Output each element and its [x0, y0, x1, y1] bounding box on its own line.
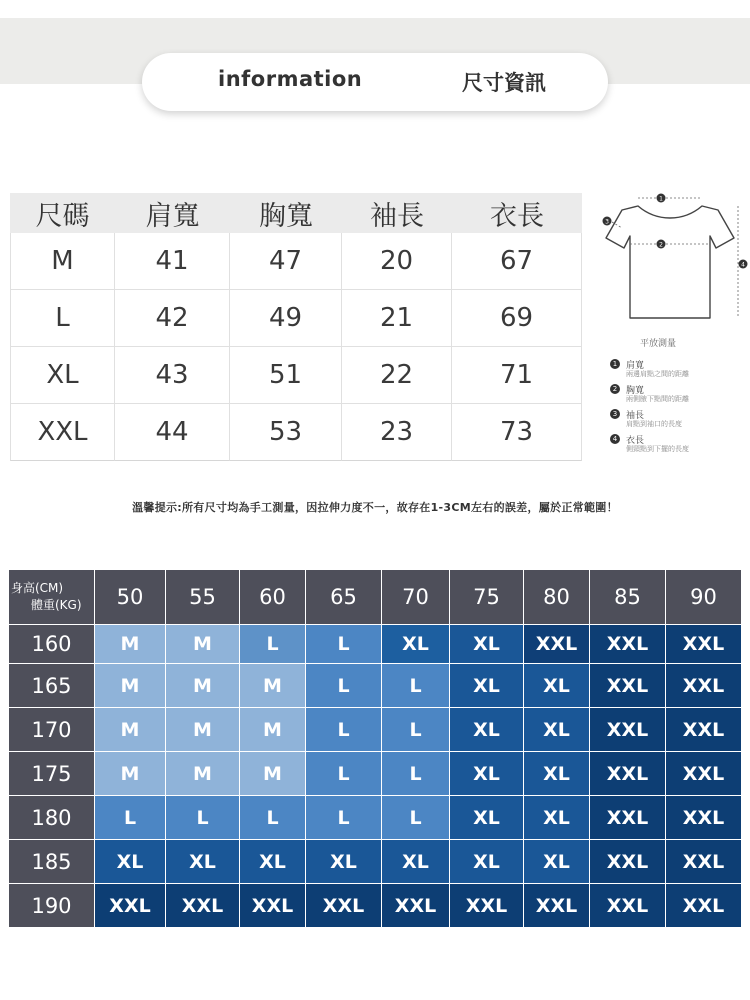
recommended-size-cell: XL [450, 752, 524, 796]
recommended-size-cell: XXL [666, 752, 742, 796]
height-label-cell: 180 [9, 796, 95, 840]
recommended-size-cell: L [306, 752, 382, 796]
size-cell: XL [10, 347, 115, 404]
measurement-diagram [598, 192, 748, 472]
legend-item [610, 358, 746, 383]
recommended-size-cell: XXL [590, 796, 666, 840]
recommended-size-cell: M [240, 664, 306, 708]
height-row [9, 708, 742, 752]
legend-number: 3 [610, 409, 620, 419]
recommended-size-cell: XL [524, 796, 590, 840]
recommended-size-cell: XXL [666, 840, 742, 884]
recommended-size-cell: XL [524, 840, 590, 884]
shoulder-cell: 43 [115, 347, 230, 404]
weight-header-cell: 65 [306, 570, 382, 625]
recommended-size-cell: L [306, 708, 382, 752]
size-header-size: 尺碼 [10, 193, 115, 233]
legend-title: 袖長 [626, 411, 645, 421]
recommended-size-cell: L [166, 796, 240, 840]
weight-header-cell: 75 [450, 570, 524, 625]
recommended-size-cell: L [382, 752, 450, 796]
height-row [9, 752, 742, 796]
corner-height-label: 身高(CM) [11, 581, 64, 595]
recommended-size-cell: XL [524, 664, 590, 708]
diagram-marker-3: 3 [605, 218, 609, 226]
section-title-zh: 尺寸資訊 [462, 71, 546, 95]
recommended-size-cell: XL [450, 796, 524, 840]
size-cell: L [10, 290, 115, 347]
section-title-en: information [218, 67, 363, 91]
recommended-size-cell: XXL [666, 796, 742, 840]
legend-number: 1 [610, 359, 620, 369]
chart-corner-label [9, 570, 95, 625]
recommended-size-cell: M [95, 625, 166, 664]
recommended-size-cell: M [240, 752, 306, 796]
recommended-size-cell: XXL [95, 884, 166, 928]
size-table-row [10, 233, 582, 290]
recommended-size-cell: XL [524, 752, 590, 796]
measurement-notice: 溫馨提示:所有尺寸均為手工測量，因拉伸力度不一，故存在1-3CM左右的誤差，屬於正常範圍！ [132, 501, 618, 514]
recommended-size-cell: M [166, 708, 240, 752]
legend-item [610, 408, 746, 433]
recommended-size-cell: L [306, 625, 382, 664]
recommended-size-cell: XXL [590, 664, 666, 708]
recommended-size-cell: XL [450, 625, 524, 664]
chest-cell: 53 [230, 404, 342, 461]
corner-weight-label: 體重(KG) [31, 598, 82, 612]
height-row [9, 796, 742, 840]
size-table-row [10, 404, 582, 461]
legend-title: 肩寬 [626, 361, 645, 371]
recommended-size-cell: L [240, 796, 306, 840]
legend-description: 肩點到袖口的長度 [626, 420, 682, 428]
weight-header-cell: 80 [524, 570, 590, 625]
legend-item [610, 383, 746, 408]
legend-item [610, 433, 746, 458]
height-label-cell: 160 [9, 625, 95, 664]
recommended-size-cell: XXL [166, 884, 240, 928]
sleeve-cell: 21 [342, 290, 452, 347]
recommended-size-cell: XXL [524, 884, 590, 928]
size-recommendation-chart [8, 569, 742, 928]
weight-header-row [9, 570, 742, 625]
chest-cell: 51 [230, 347, 342, 404]
recommended-size-cell: M [166, 664, 240, 708]
legend-number: 4 [610, 434, 620, 444]
length-cell: 67 [452, 233, 582, 290]
recommended-size-cell: L [306, 796, 382, 840]
size-header-sleeve: 袖長 [342, 193, 452, 233]
size-table-header-row [10, 193, 582, 233]
weight-header-cell: 85 [590, 570, 666, 625]
height-label-cell: 185 [9, 840, 95, 884]
size-header-shoulder: 肩寬 [115, 193, 230, 233]
weight-header-cell: 55 [166, 570, 240, 625]
recommended-size-cell: M [240, 708, 306, 752]
diagram-marker-2: 2 [659, 241, 663, 249]
recommended-size-cell: M [95, 708, 166, 752]
recommended-size-cell: L [240, 625, 306, 664]
recommended-size-cell: XXL [524, 625, 590, 664]
size-cell: XXL [10, 404, 115, 461]
diagram-caption: 平放測量 [640, 339, 677, 349]
size-header-chest: 胸寬 [230, 193, 342, 233]
recommended-size-cell: XXL [450, 884, 524, 928]
weight-header-cell: 50 [95, 570, 166, 625]
recommended-size-cell: M [95, 752, 166, 796]
recommended-size-cell: XL [524, 708, 590, 752]
recommended-size-cell: XXL [590, 840, 666, 884]
recommended-size-cell: L [382, 796, 450, 840]
recommended-size-cell: XL [450, 840, 524, 884]
recommended-size-cell: XL [450, 664, 524, 708]
height-label-cell: 175 [9, 752, 95, 796]
recommended-size-cell: XXL [590, 708, 666, 752]
recommended-size-cell: XL [240, 840, 306, 884]
size-table [10, 193, 582, 461]
recommended-size-cell: XXL [666, 884, 742, 928]
recommended-size-cell: L [306, 664, 382, 708]
height-row [9, 840, 742, 884]
recommended-size-cell: XXL [240, 884, 306, 928]
length-cell: 73 [452, 404, 582, 461]
diagram-marker-1: 1 [659, 195, 663, 203]
recommended-size-cell: XXL [666, 625, 742, 664]
legend-number: 2 [610, 384, 620, 394]
legend-description: 側頸點到下擺的長度 [626, 445, 689, 453]
weight-header-cell: 60 [240, 570, 306, 625]
sleeve-cell: 23 [342, 404, 452, 461]
height-label-cell: 190 [9, 884, 95, 928]
diagram-marker-4: 4 [741, 261, 745, 269]
shoulder-cell: 41 [115, 233, 230, 290]
height-label-cell: 165 [9, 664, 95, 708]
tshirt-outline-icon [598, 192, 748, 332]
height-row [9, 884, 742, 928]
section-title-pill [142, 53, 608, 111]
recommended-size-cell: M [95, 664, 166, 708]
size-table-row [10, 347, 582, 404]
recommended-size-cell: XL [382, 625, 450, 664]
recommended-size-cell: XXL [590, 625, 666, 664]
legend-description: 兩邊肩點之間的距離 [626, 370, 689, 378]
recommended-size-cell: XXL [590, 752, 666, 796]
legend-description: 兩側腋下點間的距離 [626, 395, 689, 403]
recommended-size-cell: M [166, 625, 240, 664]
size-header-length: 衣長 [452, 193, 582, 233]
height-row [9, 625, 742, 664]
recommended-size-cell: XL [450, 708, 524, 752]
recommended-size-cell: XL [166, 840, 240, 884]
recommended-size-cell: XL [382, 840, 450, 884]
legend-title: 衣長 [626, 436, 645, 446]
recommended-size-cell: XXL [382, 884, 450, 928]
sleeve-cell: 22 [342, 347, 452, 404]
height-row [9, 664, 742, 708]
chest-cell: 47 [230, 233, 342, 290]
recommended-size-cell: XXL [590, 884, 666, 928]
length-cell: 71 [452, 347, 582, 404]
recommended-size-cell: XXL [666, 708, 742, 752]
recommended-size-cell: L [382, 708, 450, 752]
recommended-size-cell: XXL [666, 664, 742, 708]
chest-cell: 49 [230, 290, 342, 347]
weight-header-cell: 90 [666, 570, 742, 625]
height-label-cell: 170 [9, 708, 95, 752]
sleeve-cell: 20 [342, 233, 452, 290]
length-cell: 69 [452, 290, 582, 347]
recommended-size-cell: L [95, 796, 166, 840]
diagram-legend [610, 358, 746, 458]
legend-title: 胸寬 [626, 386, 645, 396]
weight-header-cell: 70 [382, 570, 450, 625]
shoulder-cell: 42 [115, 290, 230, 347]
recommended-size-cell: XL [95, 840, 166, 884]
recommended-size-cell: XL [306, 840, 382, 884]
size-cell: M [10, 233, 115, 290]
recommended-size-cell: XXL [306, 884, 382, 928]
size-table-row [10, 290, 582, 347]
shoulder-cell: 44 [115, 404, 230, 461]
recommended-size-cell: L [382, 664, 450, 708]
recommended-size-cell: M [166, 752, 240, 796]
